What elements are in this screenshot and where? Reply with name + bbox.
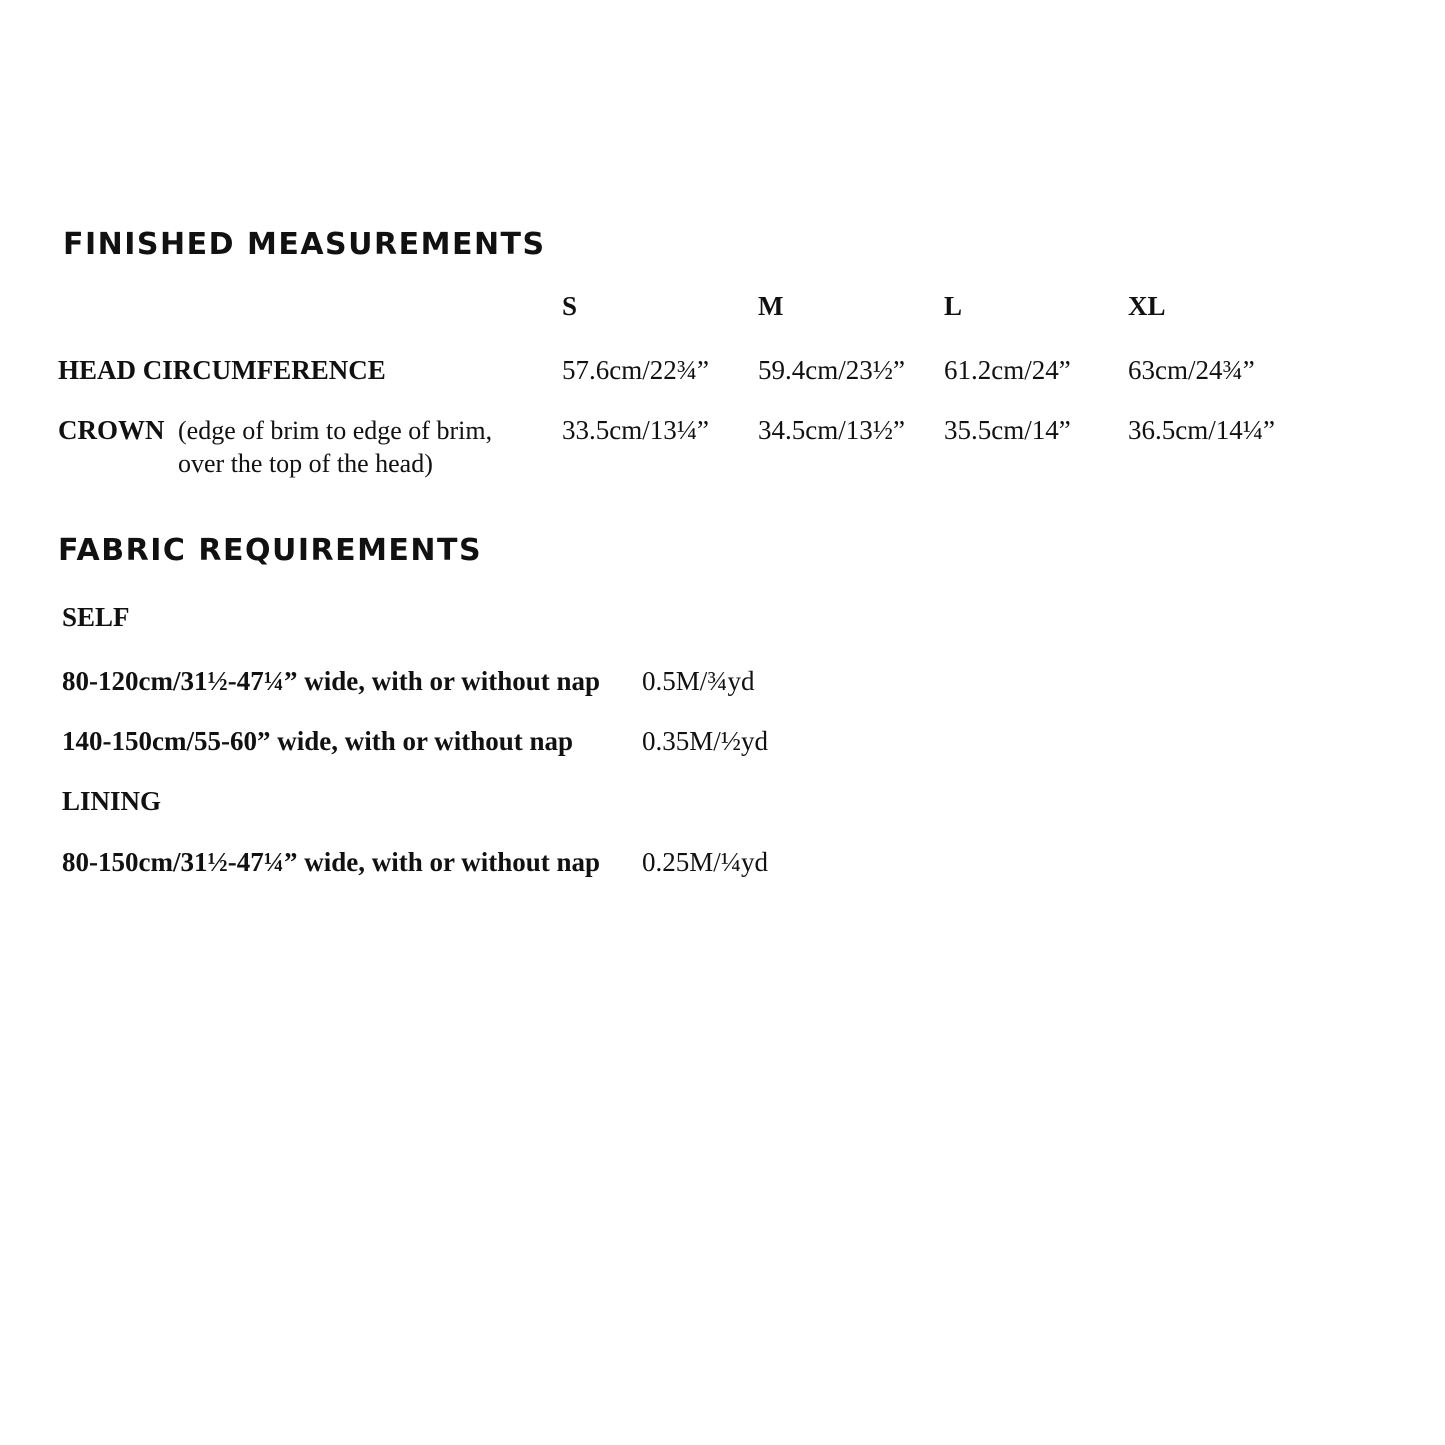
lining-heading: LINING (62, 786, 162, 816)
self-item-1-label: 80-120cm/31½-47¼” wide, with or without nap (62, 666, 601, 696)
crown-s: 33.5cm/13¼” (562, 415, 709, 445)
head-circumference-xl: 63cm/24¾” (1128, 355, 1255, 385)
head-circumference-label: HEAD CIRCUMFERENCE (58, 355, 386, 385)
crown-note-line2: over the top of the head) (178, 449, 433, 478)
crown-l: 35.5cm/14” (944, 415, 1071, 445)
size-header-m: M (758, 291, 784, 321)
size-header-l: L (944, 291, 963, 321)
lining-item-1-value: 0.25M/¼yd (642, 847, 769, 877)
self-item-2-value: 0.35M/½yd (642, 726, 769, 756)
self-item-1-value: 0.5M/¾yd (642, 666, 755, 696)
crown-label: CROWN (58, 415, 165, 445)
crown-m: 34.5cm/13½” (758, 415, 905, 445)
finished-measurements-title: FINISHED MEASUREMENTS (63, 227, 546, 262)
lining-item-1-label: 80-150cm/31½-47¼” wide, with or without nap (62, 847, 601, 877)
fabric-requirements-title: FABRIC REQUIREMENTS (58, 533, 483, 568)
crown-xl: 36.5cm/14¼” (1128, 415, 1275, 445)
self-item-2-label: 140-150cm/55-60” wide, with or without nap (62, 726, 574, 756)
size-header-s: S (562, 291, 578, 321)
head-circumference-m: 59.4cm/23½” (758, 355, 905, 385)
head-circumference-s: 57.6cm/22¾” (562, 355, 709, 385)
size-header-xl: XL (1128, 291, 1166, 321)
crown-note-line1: (edge of brim to edge of brim, (178, 416, 493, 445)
self-heading: SELF (62, 602, 130, 632)
head-circumference-l: 61.2cm/24” (944, 355, 1071, 385)
